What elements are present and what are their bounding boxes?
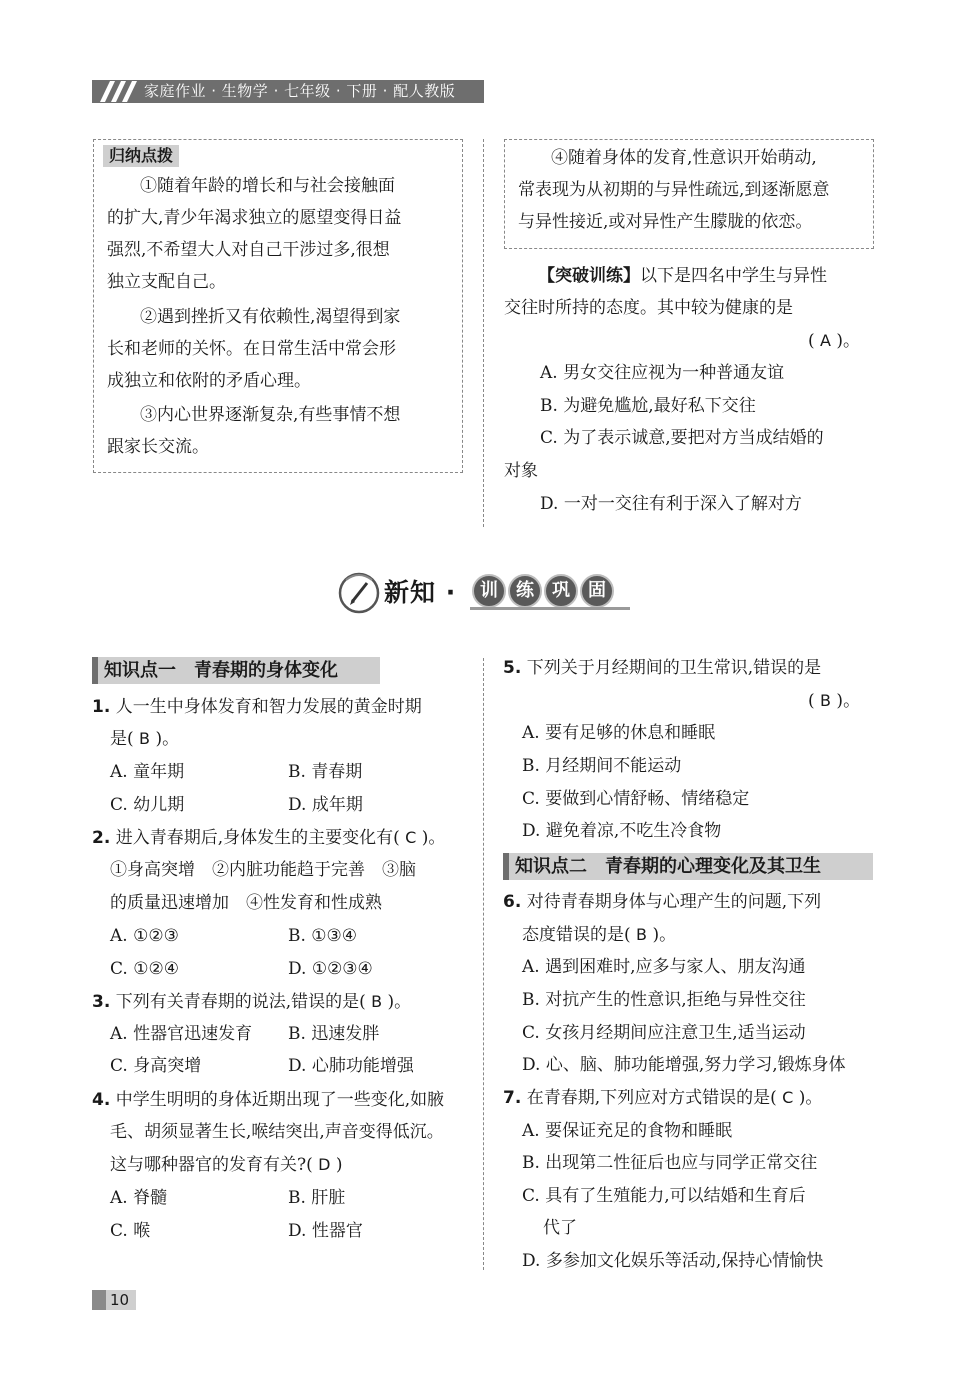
- option: B. 月经期间不能运动: [522, 756, 682, 776]
- question: [503, 886, 821, 918]
- question-text: 对待青春期身体与心理产生的问题,下列: [526, 892, 822, 912]
- summary-text: ③内心世界逐渐复杂,有些事情不想: [140, 405, 401, 425]
- question-text: 态度错误的是(: [522, 925, 631, 945]
- knowledge-point-heading: 知识点二 青春期的心理变化及其卫生: [509, 853, 873, 880]
- answer-mark: B: [820, 691, 832, 710]
- option: A. 脊髓: [110, 1188, 168, 1208]
- column-divider: [483, 139, 484, 527]
- summary-text: ④随着身体的发育,性意识开始萌动,: [551, 148, 817, 168]
- question: [110, 1149, 343, 1181]
- question-number: 2.: [92, 828, 111, 848]
- summary-text: 独立支配自己。: [107, 272, 226, 292]
- section-title: 新知 ·: [384, 578, 457, 607]
- question-text: 下列有关青春期的说法,错误的是(: [115, 992, 366, 1012]
- option: B. 对抗产生的性意识,拒绝与异性交往: [522, 990, 806, 1010]
- answer-mark: B: [636, 925, 648, 944]
- banner-underline: [470, 607, 630, 610]
- section-char: 固: [580, 574, 614, 608]
- page-number-accent: [92, 1290, 106, 1310]
- option: D. 成年期: [288, 795, 363, 815]
- answer-mark: B: [371, 992, 383, 1011]
- question-text: 在青春期,下列应对方式错误的是(: [526, 1088, 777, 1108]
- answer-mark: D: [318, 1155, 331, 1174]
- question-text: )。: [387, 992, 412, 1012]
- option: 代了: [543, 1218, 577, 1238]
- question: [522, 919, 676, 951]
- option: D. 一对一交往有利于深入了解对方: [540, 494, 802, 514]
- summary-text: ①随着年龄的增长和与社会接触面: [140, 176, 395, 196]
- option: D. ①②③④: [288, 959, 373, 979]
- option: A. 遇到困难时,应多与家人、朋友沟通: [522, 957, 806, 977]
- option: 对象: [504, 461, 538, 481]
- answer-mark: C: [782, 1088, 794, 1107]
- option: B. 出现第二性征后也应与同学正常交往: [522, 1153, 818, 1173]
- question-text: )。: [798, 1088, 823, 1108]
- answer-mark: B: [139, 729, 151, 748]
- question-text: 人一生中身体发育和智力发展的黄金时期: [115, 697, 422, 717]
- summary-text: 与异性接近,或对异性产生朦胧的依恋。: [518, 212, 813, 232]
- question-text: ①身高突增 ②内脏功能趋于完善 ③脑: [110, 860, 416, 880]
- option: B. 迅速发胖: [288, 1024, 380, 1044]
- question-text: )。: [155, 729, 180, 749]
- option: B. 肝脏: [288, 1188, 346, 1208]
- question: [92, 1084, 444, 1116]
- option: D. 心肺功能增强: [288, 1056, 414, 1076]
- question-number: 3.: [92, 992, 111, 1012]
- question: [92, 986, 411, 1018]
- option: A. 男女交往应视为一种普通友谊: [540, 363, 785, 383]
- question-text: 下列关于月经期间的卫生常识,错误的是: [526, 658, 822, 678]
- question: [92, 691, 422, 723]
- option: A. 要有足够的休息和睡眠: [522, 723, 716, 743]
- option: D. 心、脑、肺功能增强,努力学习,锻炼身体: [522, 1055, 846, 1075]
- question-text: 是(: [110, 729, 134, 749]
- question-number: 6.: [503, 892, 522, 912]
- option: A. 要保证充足的食物和睡眠: [522, 1121, 733, 1141]
- question-number: 4.: [92, 1090, 111, 1110]
- option: B. ①③④: [288, 926, 358, 946]
- breakthrough-stem-text: 以下是四名中学生与异性: [640, 266, 827, 286]
- option: A. 童年期: [110, 762, 185, 782]
- pencil-badge-icon: [334, 566, 384, 616]
- summary-text: 成独立和依附的矛盾心理。: [107, 371, 311, 391]
- knowledge-point-heading: 知识点一 青春期的身体变化: [98, 657, 380, 684]
- option: B. 青春期: [288, 762, 363, 782]
- option: D. 避免着凉,不吃生冷食物: [522, 821, 722, 841]
- answer-mark: A: [820, 331, 831, 350]
- question-number: 5.: [503, 658, 522, 678]
- question-text: 这与哪种器官的发育有关?(: [110, 1155, 313, 1175]
- breakthrough-stem: [538, 260, 827, 292]
- option: C. 女孩月经期间应注意卫生,适当运动: [522, 1023, 806, 1043]
- option: B. 为避免尴尬,最好私下交往: [540, 396, 756, 416]
- answer-mark: C: [405, 828, 417, 847]
- section-char: 训: [472, 574, 506, 608]
- column-divider: [483, 658, 484, 1270]
- option: C. ①②④: [110, 959, 179, 979]
- option: C. 身高突增: [110, 1056, 202, 1076]
- header-title: 家庭作业 · 生物学 · 七年级 · 下册 · 配人教版: [144, 82, 456, 100]
- summary-text: 强烈,不希望大人对自己干涉过多,很想: [107, 240, 390, 260]
- section-char: 巩: [544, 574, 578, 608]
- question: ( B )。: [808, 691, 861, 711]
- question-text: 的质量迅速增加 ④性发育和性成熟: [110, 893, 382, 913]
- breakthrough-label: 【突破训练】: [538, 266, 640, 286]
- summary-text: 长和老师的关怀。在日常生活中常会形: [107, 339, 396, 359]
- option: A. 性器官迅速发育: [110, 1024, 253, 1044]
- summary-text: 常表现为从初期的与异性疏远,到逐渐愿意: [518, 180, 830, 200]
- summary-text: 跟家长交流。: [107, 437, 209, 457]
- option: C. 要做到心情舒畅、情绪稳定: [522, 789, 750, 809]
- summary-text: ②遇到挫折又有依赖性,渴望得到家: [140, 307, 401, 327]
- option: D. 性器官: [288, 1221, 363, 1241]
- question-number: 7.: [503, 1088, 522, 1108]
- running-header: [92, 80, 484, 103]
- section-subtitle: [472, 574, 616, 608]
- question-text: 中学生明明的身体近期出现了一些变化,如腋: [115, 1090, 445, 1110]
- question: [110, 723, 179, 755]
- question: [92, 822, 445, 854]
- question: [503, 652, 821, 684]
- page-number: 10: [110, 1291, 130, 1309]
- question-text: 毛、胡须显著生长,喉结突出,声音变得低沉。: [110, 1122, 444, 1142]
- question: [503, 1082, 822, 1114]
- option: A. ①②③: [110, 926, 179, 946]
- option: C. 为了表示诚意,要把对方当成结婚的: [540, 428, 824, 448]
- breakthrough-stem-text: 交往时所持的态度。其中较为健康的是: [504, 298, 793, 318]
- question-text: )。: [652, 925, 677, 945]
- slash-marks-icon: [94, 80, 138, 103]
- page-number-box: [92, 1290, 136, 1310]
- option: C. 具有了生殖能力,可以结婚和生育后: [522, 1186, 806, 1206]
- option: C. 幼儿期: [110, 795, 185, 815]
- option: C. 喉: [110, 1221, 151, 1241]
- summary-text: 的扩大,青少年渴求独立的愿望变得日益: [107, 208, 402, 228]
- question-text: )。: [421, 828, 446, 848]
- summary-tag: 归纳点拨: [103, 145, 179, 167]
- section-char: 练: [508, 574, 542, 608]
- question-text: 进入青春期后,身体发生的主要变化有(: [115, 828, 400, 848]
- question-number: 1.: [92, 697, 111, 717]
- option: D. 多参加文化娱乐等活动,保持心情愉快: [522, 1251, 824, 1271]
- breakthrough-answer: ( A )。: [808, 331, 861, 351]
- question-text: ): [335, 1155, 343, 1175]
